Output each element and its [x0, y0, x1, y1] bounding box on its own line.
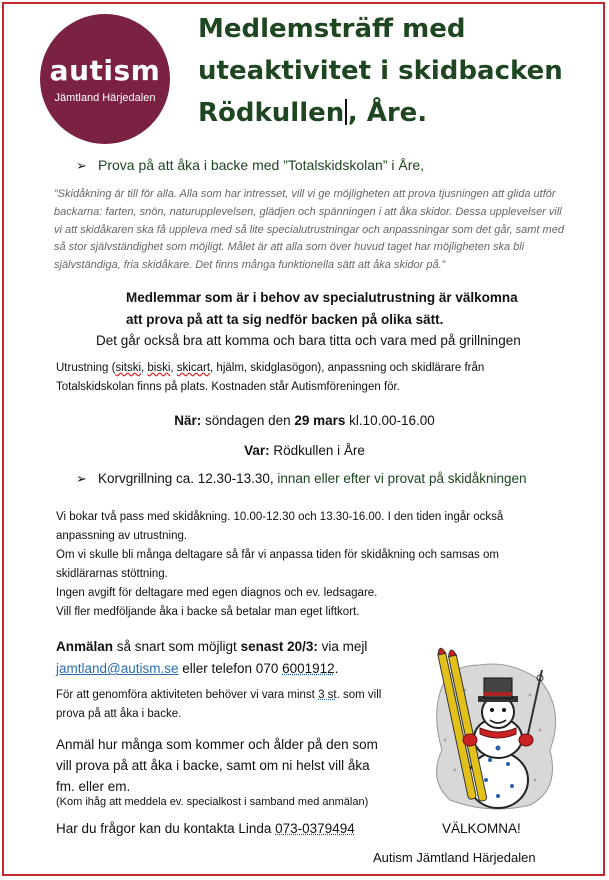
- equipment-text: Utrustning (: [56, 362, 116, 374]
- signup-line-2: [56, 658, 416, 680]
- contact-phone[interactable]: 073-0379494: [275, 821, 355, 836]
- separator: ,: [170, 362, 177, 374]
- contact-text: Har du frågor kan du kontakta Linda: [56, 821, 276, 836]
- logo-subtitle: Jämtland Härjedalen: [54, 92, 156, 104]
- text-cursor: [345, 99, 347, 125]
- title-place-suffix: , Åre.: [347, 98, 428, 128]
- bullet-totalskidskolan: [76, 157, 424, 174]
- where-line: [0, 443, 609, 458]
- info-line: Om vi skulle bli många deltagare så får vi anpassa tiden för skidåkning och samsas om: [56, 549, 499, 561]
- word-skicart: skicart: [176, 362, 211, 374]
- info-line: anpassning av utrustning.: [56, 530, 188, 542]
- welcome-line-3: Det går också bra att komma och bara titta och vara med på grillningen: [96, 333, 521, 348]
- grilling-note: innan eller efter vi provat på skidåkningen: [273, 471, 527, 486]
- signup-deadline: senast 20/3:: [240, 639, 318, 654]
- snowman-icon: [420, 640, 570, 815]
- signup-text: .: [334, 661, 339, 676]
- snowman-skier-illustration: [420, 640, 570, 815]
- email-link[interactable]: jamtland@autism.se: [56, 661, 179, 676]
- bullet-grilling: [76, 471, 527, 487]
- signup-text: eller telefon 070: [178, 661, 283, 676]
- signup-line-1: [56, 636, 416, 658]
- signup-phone[interactable]: 6001912: [282, 661, 335, 676]
- signup-label: Anmälan: [56, 639, 114, 654]
- diet-note: (Kom ihåg att meddela ev. specialkost i samband med anmälan): [56, 796, 369, 808]
- minimum-line-1: [56, 686, 416, 705]
- info-line: skidlärarnas stöttning.: [56, 568, 168, 580]
- bullet-text: Prova på att åka i backe med ”Totalskidskolan” i Åre,: [98, 157, 425, 173]
- when-line: [0, 413, 609, 428]
- report-line: Anmäl hur många som kommer och ålder på den som: [56, 737, 378, 752]
- report-line: vill prova på att åka i backe, samt om ni helst vill åka: [56, 758, 370, 773]
- grilling-time: Korvgrillning ca. 12.30-13.30,: [98, 471, 274, 486]
- info-line: Ingen avgift för deltagare med egen diagnos och ev. ledsagare.: [56, 587, 378, 599]
- welcome-line-1: Medlemmar som är i behov av specialutrustning är välkomna: [126, 290, 518, 305]
- separator: ,: [141, 362, 148, 374]
- when-time: kl.10.00-16.00: [345, 413, 435, 428]
- minimum-text: . som vill: [336, 689, 382, 701]
- signup-paragraph: [56, 636, 416, 680]
- title-place: Rödkullen: [198, 98, 345, 128]
- arrow-bullet-icon: ➢: [76, 158, 87, 173]
- report-paragraph: [56, 734, 426, 797]
- logo-wordmark: autism: [49, 54, 161, 87]
- minimum-line-2: prova på att åka i backe.: [56, 708, 182, 720]
- signup-text: så snart som möjligt: [113, 639, 241, 654]
- signature: Autism Jämtland Härjedalen: [373, 850, 536, 865]
- where-value: Rödkullen i Åre: [269, 443, 365, 458]
- title-line-1: Medlemsträff med: [198, 14, 466, 44]
- word-sitski: sitski: [115, 362, 141, 374]
- quote-paragraph: ”Skidåkning är till för alla. Alla som har intresset, vill vi ge möjligheten att prova tjusningen att glida utför backarna: farten, snön, naturupplevelsen, glädjen och spänningen i att åka skidor. Dessa upplevelser vill vi att skidåkaren ska få uppleva med så lite specialutrustningar och anpassningar som det går, samt med så stor självständighet som möjligt. Målet är att alla som över huvud taget har möjligheten ska bli självständiga, fria skidåkare. Det finns många funktionella sätt att åka skidor på.”: [54, 188, 564, 272]
- equipment-paragraph: [56, 359, 576, 397]
- equipment-line-2: Totalskidskolan finns på plats. Kostnaden står Autismföreningen för.: [56, 381, 400, 393]
- signup-text: via mejl: [317, 639, 368, 654]
- minimum-text: För att genomföra aktiviteten behöver vi vara minst: [56, 689, 319, 701]
- welcome-line-2: att prova på att ta sig nedför backen på olika sätt.: [126, 312, 444, 327]
- info-line: Vill fler medföljande åka i backe så betalar man eget liftkort.: [56, 606, 360, 618]
- word-biski: biski: [147, 362, 171, 374]
- equipment-text: , hjälm, skidglasögon), anpassning och skidlärare från: [210, 362, 485, 374]
- equipment-line-1: [56, 359, 576, 378]
- arrow-bullet-icon: ➢: [76, 471, 87, 486]
- info-line: Vi bokar två pass med skidåkning. 10.00-12.30 och 13.30-16.00. I den tiden ingår också: [56, 511, 504, 523]
- contact-line: [56, 821, 355, 836]
- when-label: När:: [174, 413, 202, 428]
- report-line: fm. eller em.: [56, 779, 131, 794]
- minimum-paragraph: [56, 686, 416, 724]
- info-paragraph: [56, 508, 576, 622]
- minimum-count: 3 st: [318, 689, 337, 701]
- where-label: Var:: [244, 443, 270, 458]
- welcome-end: VÄLKOMNA!: [442, 821, 521, 836]
- title-line-2: uteaktivitet i skidbacken: [198, 56, 563, 86]
- autism-logo: [40, 14, 170, 144]
- when-text: söndagen den: [201, 413, 295, 428]
- title-line-3: [198, 92, 578, 134]
- page-title: [198, 8, 578, 134]
- when-date: 29 mars: [294, 413, 346, 428]
